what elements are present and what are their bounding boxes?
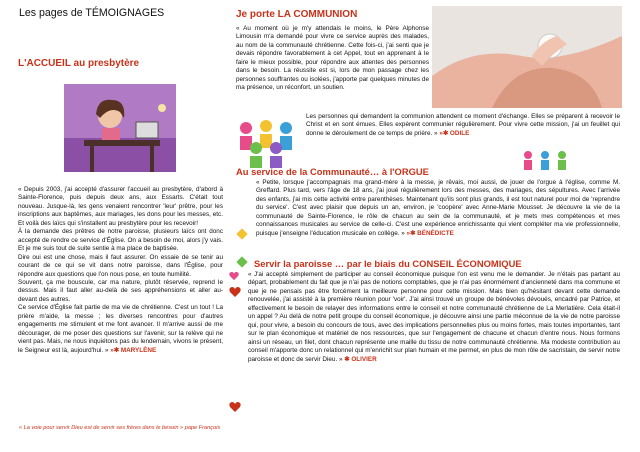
paragraph: Dire oui est une chose, mais il faut assurer. On essaie de se tenir au courant de ce qui se vit dans notre paroisse, dans l'Église, pour répondre aux questions que l'on nous pose, en toute humilité.: [18, 253, 223, 278]
paragraph: Ce service d'Église fait partie de ma vie de chrétienne. C'est un tout ! La prière m'aide, la messe ; les diverses rencontres pour d'autres engagements me stimulent et me font avancer. Il m'arrive aussi de me décourager, de me poser des questions sur l'avenir, sur la relève qui ne vient pas. Mais, ne nous inquiétons pas du lendemain, vivons le présent, le Seigneur est là, aujourd'hui. » »✱ MARYLÈNE: [18, 304, 223, 354]
page-title: Les pages de TÉMOIGNAGES: [19, 7, 165, 19]
paragraph: « Au moment où je m'y attendais le moins, le Père Alphonse Limousin m'a demandé pour vivre ce service auprès des malades, au nom de la communauté chrétienne. Cette fois-ci, j'ai senti que je devais répondre favorablement à cet Appel, tout en apprenant à le faire le mieux possible, pour répondre aux attentes des personnes dans le besoin. La réussite est si, lors de mon passage chez les personnes souffrantes ou isolées, j'apporte par quelques minutes de ma présence, un réconfort, un soutien.: [236, 25, 429, 92]
signature: »✱ BÉNÉDICTE: [406, 229, 454, 237]
reception-illustration: [50, 78, 190, 178]
heart-icon: [229, 400, 241, 412]
sparkle-icon: ✱: [344, 355, 350, 363]
section-conseil-heading: Servir la paroisse … par le biais du CONSEIL ÉCONOMIQUE: [254, 258, 522, 269]
signature: ✱ OLIVIER: [344, 355, 377, 363]
section-conseil-body: [248, 271, 620, 364]
footer-quote: « La voie pour servir Dieu est de servir ses frères dans le besoin » pape François: [19, 425, 221, 431]
children-icon: [520, 150, 570, 176]
section-accueil-body: [18, 186, 223, 355]
section-communion-body-2: [306, 113, 620, 138]
paragraph: À la demande des prêtres de notre paroisse, plusieurs laïcs ont donc accepté de rendre ce service d'Église. On a besoin de moi, alors j'y vais. Et je me suis tout de suite sentie à ma place de baptisée.: [18, 228, 223, 253]
sparkle-icon: »✱: [406, 229, 416, 237]
paragraph: « J'ai accepté simplement de participer au conseil économique puisque l'on est venu me le demander. Je n'étais pas partant au départ, probablement du fait que je n'ai pas de notions comptables, que je n'ai pas énormément d'ancienneté dans ma commune et que je ne pensais pas être forcément la meilleure personne pour cette mission. Mais bien qu'hésitant devant cette demande renouvelée, j'ai assisté à la première réunion pour 'voir'. J'ai ainsi trouvé un groupe de bénévoles dévoués, encadré par Patrice, et effectivement le besoin de relayer des informations entre le conseil et notre communauté chrétienne de La Merlatière. Cela était-il un appel ? Au delà de notre petit groupe du conseil économique, je découvre ainsi une partie méconnue de la vie de notre paroisse qui, pour vivre, a besoin du concours de tous, avec des implications personnelles plus ou moins fortes, mais toutes importantes, tant sur le plan économique et matériel de nos ressources, que sur l'engagement de chacune et chacun d'entre nous. Nous formons ainsi un réseau, un filet, dont chacun représente une maille du tissu de notre communauté chrétienne. Ma modeste contribution au conseil m'apporte donc un relationnel qui m'enrichit sur plan humain et me permet, en plus de mon rôle de sacristain, de servir notre paroisse et donc de servir Dieu. »: [248, 271, 620, 363]
diamond-green-icon: [236, 256, 247, 267]
puzzle-people-illustration: [236, 118, 298, 168]
paragraph: « Depuis 2003, j'ai accepté d'assurer l'accueil au presbytère, d'abord à Sainte-Florence, puis depuis deux ans, aux Essarts. C'était tout nouveau. Jusque-là, les gens venaient rencontrer 'leur' prêtre, pour les inscriptions aux baptêmes, aux mariages, les dons pour les messes, etc. Et voilà des laïcs qui s'installent au presbytère pour les recevoir!: [18, 186, 223, 227]
section-communion-body: [236, 25, 429, 93]
section-orgue-heading: Au service de la Communauté… à l'ORGUE: [236, 166, 429, 177]
sparkle-icon: »✱: [110, 346, 120, 354]
section-communion-heading: Je porte LA COMMUNION: [236, 9, 358, 20]
paragraph: Les personnes qui demandent la communion attendent ce moment d'échange. Elles se préparent à recevoir le Christ et en sont émues. Elles expèrent communier régulièrement. Pour vivre cette mission, j'ai un feuillet qui donne le déroulement de ce temps de prière. »: [306, 113, 620, 137]
heart-icon: [229, 268, 239, 278]
sparkle-icon: »✱: [439, 129, 449, 137]
signature: »✱ ODILE: [439, 129, 470, 137]
signature: »✱ MARYLÈNE: [110, 346, 157, 354]
paragraph: « Petite, lorsque j'accompagnais ma grand-mère à la messe, je rêvais, moi aussi, de jouer de l'orgue à l'église, comme M. Greffard. Plus tard, vers l'âge de 18 ans, j'ai joué régulièrement lors des messes, des mariages, des sépultures. Avec l'arrivée des enfants, j'ai mis cette activité entre parenthèses. Maintenant qu'ils sont plus grands, il est tout naturel pour moi de 'reprendre du service'. C'est avec plaisir que depuis un an, environ, je 'coopère' avec Anne-Marie Mousset. Je découvre la vie de la communauté de Sainte-Florence, le rôle de chacun au sein de la communauté, et je mets mes compétences et mes connaissances musicales au service de celle-ci. C'est une expérience enrichissante qui vient compléter ma vie professionnelle, puisque j'enseigne l'éducation musicale en collège. »: [256, 179, 620, 237]
section-conseil: [254, 258, 620, 270]
heart-icon: [229, 285, 241, 297]
section-accueil-heading: L'ACCUEIL au presbytère: [18, 58, 140, 69]
diamond-yellow-icon: [236, 228, 247, 239]
section-orgue-body: [256, 179, 620, 238]
paragraph: Souvent, ça me bouscule, car ma nature, plutôt réservée, reprend le dessus. Mais il faut aller au-delà de ses appréhensions et aller au-devant des autres.: [18, 278, 223, 303]
communion-hands-photo: [432, 6, 622, 108]
